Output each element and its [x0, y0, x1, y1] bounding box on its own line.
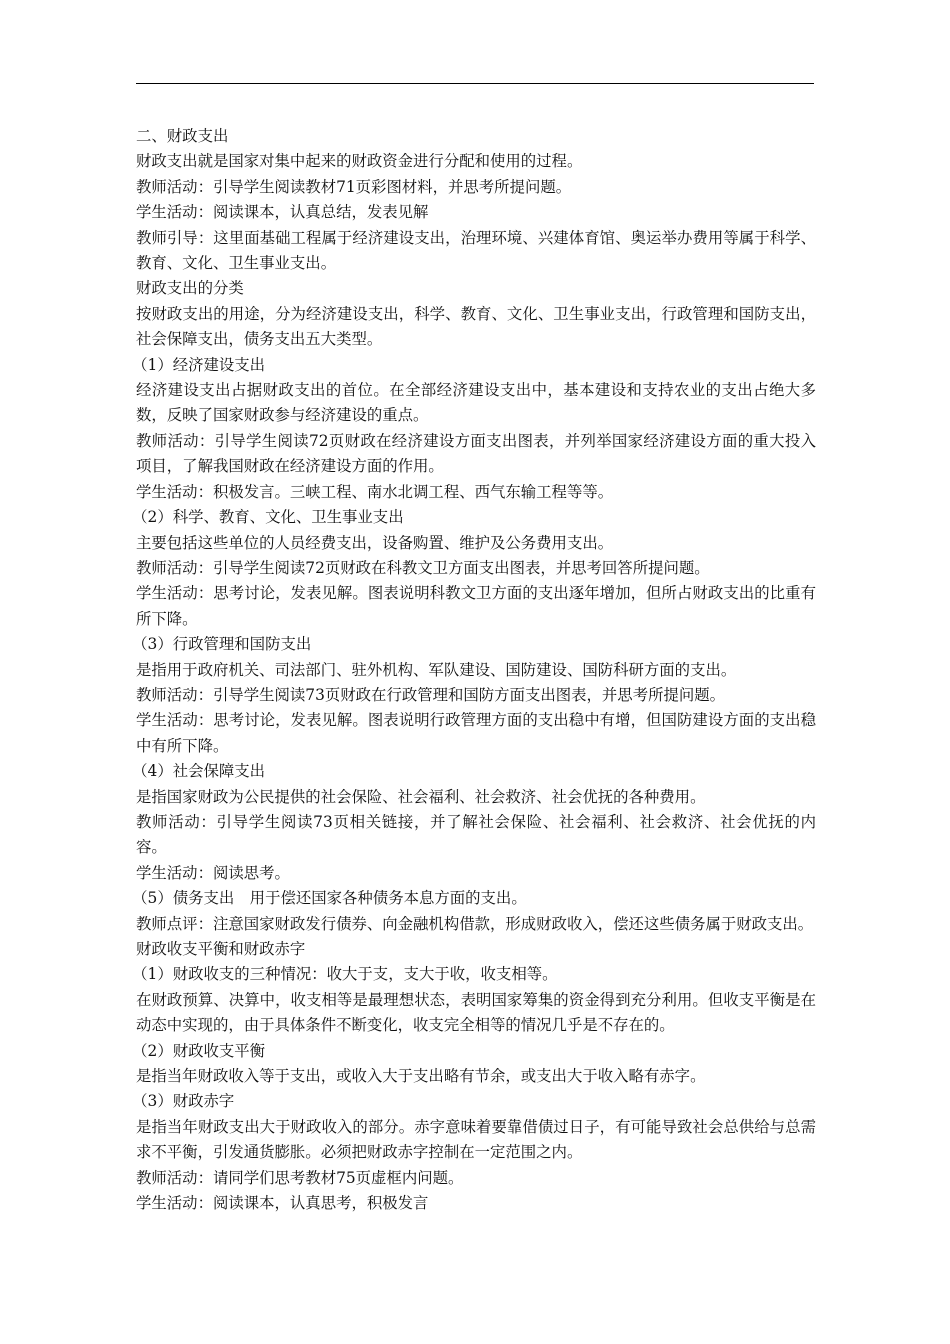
- paragraph: 教师点评：注意国家财政发行债券、向金融机构借款，形成财政收入，偿还这些债务属于财政支出。: [136, 914, 814, 933]
- document-body: [132, 124, 816, 1216]
- paragraph: 主要包括这些单位的人员经费支出，设备购置、维护及公务费用支出。: [136, 533, 614, 552]
- paragraph: 学生活动：阅读课本，认真思考，积极发言: [136, 1194, 429, 1213]
- subheading: 财政支出的分类: [136, 279, 244, 298]
- paragraph: 学生活动：积极发言。三峡工程、南水北调工程、西气东输工程等等。: [136, 482, 614, 501]
- subheading: （1）经济建设支出: [132, 355, 266, 374]
- paragraph: 经济建设支出占据财政支出的首位。在全部经济建设支出中，基本建设和支持农业的支出占绝大多数，反映了国家财政参与经济建设的重点。: [136, 381, 816, 425]
- paragraph: 财政支出就是国家对集中起来的财政资金进行分配和使用的过程。: [136, 152, 583, 171]
- paragraph: 学生活动：阅读思考。: [136, 863, 290, 882]
- paragraph: 是指国家财政为公民提供的社会保险、社会福利、社会救济、社会优抚的各种费用。: [136, 787, 706, 806]
- subheading: （2）科学、教育、文化、卫生事业支出: [132, 508, 404, 527]
- section-heading: 二、财政支出: [136, 127, 229, 145]
- paragraph: 教师活动：引导学生阅读72页财政在科教文卫方面支出图表，并思考回答所提问题。: [136, 558, 710, 577]
- subheading: （2）财政收支平衡: [132, 1041, 266, 1060]
- paragraph: 教师活动：引导学生阅读73页财政在行政管理和国防方面支出图表，并思考所提问题。: [136, 685, 726, 704]
- paragraph: 在财政预算、决算中，收支相等是最理想状态，表明国家筹集的资金得到充分利用。但收支平衡是在动态中实现的，由于具体条件不断变化，收支完全相等的情况几乎是不存在的。: [136, 990, 816, 1035]
- paragraph: 按财政支出的用途，分为经济建设支出，科学、教育、文化、卫生事业支出，行政管理和国防支出，社会保障支出，债务支出五大类型。: [136, 304, 816, 349]
- paragraph: 是指用于政府机关、司法部门、驻外机构、军队建设、国防建设、国防科研方面的支出。: [136, 660, 737, 679]
- paragraph: 教师活动：引导学生阅读72页财政在经济建设方面支出图表，并列举国家经济建设方面的重大投入项目，了解我国财政在经济建设方面的作用。: [136, 431, 816, 476]
- paragraph: 学生活动：思考讨论，发表见解。图表说明行政管理方面的支出稳中有增，但国防建设方面的支出稳中有所下降。: [136, 711, 816, 755]
- paragraph: 教师引导：这里面基础工程属于经济建设支出，治理环境、兴建体育馆、奥运举办费用等属于科学、教育、文化、卫生事业支出。: [136, 228, 816, 273]
- subheading: （3）财政赤字: [132, 1092, 235, 1111]
- paragraph: 教师活动：引导学生阅读教材71页彩图材料，并思考所提问题。: [136, 177, 572, 196]
- paragraph: 教师活动：请同学们思考教材75页虚框内问题。: [136, 1168, 464, 1187]
- paragraph: 学生活动：思考讨论，发表见解。图表说明科教文卫方面的支出逐年增加，但所占财政支出的比重有所下降。: [136, 584, 816, 628]
- subheading: （3）行政管理和国防支出: [132, 635, 312, 654]
- paragraph: 是指当年财政收入等于支出，或收入大于支出略有节余，或支出大于收入略有赤字。: [136, 1067, 706, 1086]
- subheading: （1）财政收支的三种情况：收大于支，支大于收，收支相等。: [132, 965, 558, 984]
- subheading: （5）债务支出 用于偿还国家各种债务本息方面的支出。: [132, 889, 527, 908]
- paragraph: 是指当年财政支出大于财政收入的部分。赤字意味着要靠借债过日子，有可能导致社会总供给与总需求不平衡，引发通货膨胀。必须把财政赤字控制在一定范围之内。: [136, 1117, 816, 1162]
- header-rule: [136, 83, 814, 84]
- paragraph: 教师活动：引导学生阅读73页相关链接，并了解社会保险、社会福利、社会救济、社会优抚的内容。: [136, 812, 816, 857]
- subheading: （4）社会保障支出: [132, 762, 266, 781]
- paragraph: 学生活动：阅读课本，认真总结，发表见解: [136, 203, 429, 222]
- subheading: 财政收支平衡和财政赤字: [136, 940, 306, 958]
